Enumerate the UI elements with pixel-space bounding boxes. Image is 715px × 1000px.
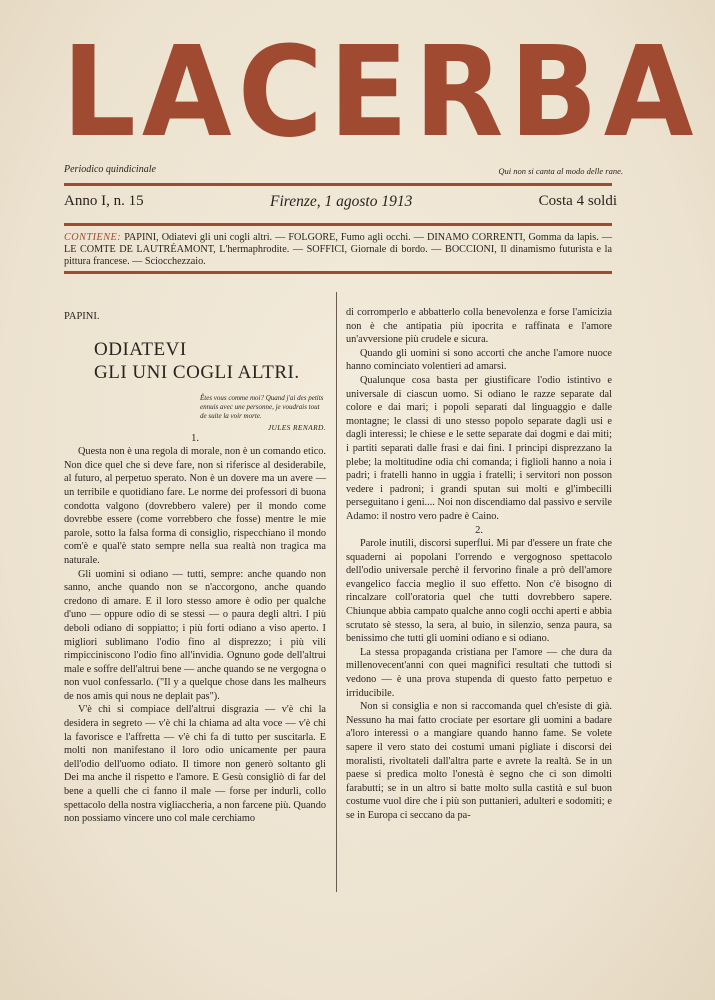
epigraph-text: Êtes vous comme moi? Quand j'ai des petits ennuis avec une personne, je voudrais tout de suite la voir morte. [200, 393, 324, 420]
contents-box [64, 232, 612, 268]
rule-bottom [64, 271, 612, 274]
article-title [94, 338, 326, 384]
motto: Qui non si canta al modo delle rane. [498, 166, 623, 176]
epigraph-author: JULES RENARD. [267, 422, 326, 432]
issue-date: Firenze, 1 agosto 1913 [270, 193, 413, 210]
paragraph: Questa non è una regola di morale, non è un comando etico. Non dice quel che si deve fare, non si riferisce al desiderabile, al futuro, al perpetuo sperato. Non è un dovere ma un avere — un terribile e quotidiano fare. Le norme dei professori di buona condotta valgono (dovrebbero valere) per il mondo come dovrebbe essere (come vorrebbero che fosse) mentre le mie parole, sotto la falsa forma di consiglio, rispecchiano il mondo com'è e qual'è stato sempre nella sua realtà non tragica ma naturale. [64, 446, 326, 566]
paragraph: Qualunque cosa basta per giustificare l'odio istintivo e universale di ciascun uomo. Si odiano le razze separate dal colore e dai mari; i popoli separati dal linguaggio e dalle montagne; le classi di uno stesso popolo separate dagli usi e dagli interessi; le chiese e le sette separate dai dogmi e dai miti; i partiti separati dalle frasi e dai fini. I principi disprezzano la plebe; la moltitudine odia chi comanda; i figlioli hanno a noia i padri; i fratelli hanno in uggia i fratelli; i servitori non posson vedere i padroni; i grandi sputan sui molti e gl'imbecilli perseguitano i geni.... Noi non discendiamo dal passivo e servile Adamo: il nostro vero padre è Caino. [346, 374, 612, 522]
article-title-line1: ODIATEVI [94, 338, 187, 360]
paragraph: La stessa propaganda cristiana per l'amore — che dura da millenovecent'anni con quei magnifici resultati che tuttodì si vedono — è una prova stupenda di questo fatto perpetuo e irriducibile. [346, 646, 612, 699]
contents-lead: CONTIENE: [64, 232, 122, 243]
article-title-line2: GLI UNI COGLI ALTRI. [94, 361, 300, 383]
section-number-1: 1. [191, 432, 199, 444]
contents-text: PAPINI, Odiatevi gli uni cogli altri. — FOLGORE, Fumo agli occhi. — DINAMO CORRENTI, Gomma da lapis. — LE COMTE DE LAUTRÉAMONT, L'hermaphrodite. — SOFFICI, Giornale di bordo. — BOCCIONI, Il dinamismo futurista e la pittura francese. — Sciocchezzaio. [64, 232, 613, 267]
issue-number: Anno I, n. 15 [64, 193, 144, 209]
periodicity-label: Periodico quindicinale [64, 164, 156, 175]
masthead [62, 19, 700, 166]
rule-middle [64, 223, 612, 226]
left-column [64, 310, 326, 826]
article-author: PAPINI. [64, 311, 100, 322]
issue-price: Costa 4 soldi [538, 193, 617, 209]
paragraph: Non si consiglia e non si raccomanda quel ch'esiste di già. Nessuno ha mai fatto crociate per esortare gli uomini a badare a'loro interessi o a mangiare quando hanno fame. Se volete sapere il vero stato dei costumi umani pigliate i discorsi dei moralisti, rivoltateli dall'altra parte e avrete la realtà. Se in un paese si predica molto l'onestà è segno che ci son dimolti farabutti; se in un altro si batte molto sulla castità e sul buon costume vuol dire che i più son puttanieri, adulteri e sodomiti; e se in Europa ci seccano da pa- [346, 701, 612, 821]
epigraph [200, 394, 326, 432]
masthead-title: LACERBA [62, 19, 700, 166]
paragraph: Gli uomini si odiano — tutti, sempre: anche quando non sanno, anche quando non se n'accorgono, anche quando credono di amare. E il loro stesso amore è odio per qualche d'uno — oppure odio di se stessi — o paura degli altri. I più deboli odiano di soppiatto; i più forti odiano a viso aperto. I migliori sublimano l'odio fino al disprezzo; i più vili rimpicciniscono l'odio fino all'invidia. Ognuno gode dell'altrui male e soffre dell'altrui bene — anche quando se ne vergogna o non vuol confessarlo. ("Il y a quelque chose dans les malheurs de nos amis qui nous ne deplait pas"). [64, 568, 326, 702]
paragraph: V'è chi si compiace dell'altrui disgrazia — v'è chi la desidera in segreto — v'è chi la chiama ad alta voce — v'è chi la favorisce e l'affretta — v'è chi fa di tutto per suscitarla. E molti non manifestano il loro odio unicamente per paura dell'odio dell'uomo odiato. Il timore non generò soltanto gli Dei ma anche il rispetto e l'amore. E Gesù consigliò di far del bene a quelli che ci fanno il male — forse per indurli, collo spettacolo della nostra vigliaccheria, a non farcene più. Quando non possiamo vincere uno col male cerchiamo [64, 704, 326, 825]
paragraph: Quando gli uomini si sono accorti che anche l'amore nuoce hanno cominciato volentieri ad amarsi. [346, 347, 612, 373]
right-column [346, 306, 612, 823]
rule-top [64, 183, 612, 186]
column-divider [336, 292, 337, 892]
paragraph: di corromperlo e abbatterlo colla benevolenza e forse l'amicizia non è che antipatia più ipocrita e raffinata e l'amore un'avversione più crudele e sicura. [346, 307, 612, 346]
section-number-2: 2. [475, 524, 483, 536]
paragraph: Parole inutili, discorsi superflui. Mi par d'essere un frate che squaderni ai popolani l'orrendo e vergognoso spettacolo dell'odio universale perchè il fervorino finale a prò dell'amore evangelico faccia meglio il suo effetto. Non c'è bisogno di rincalzare coll'oratoria quel che tutti dovrebbero sapere. Chiunque abbia campato qualche anno cogli occhi aperti e abbia scrutato sè stesso, la sera, al buio, in silenzio, senza paura, sa benissimo che tutti gli uomini odiano e si odiano. [346, 538, 612, 645]
